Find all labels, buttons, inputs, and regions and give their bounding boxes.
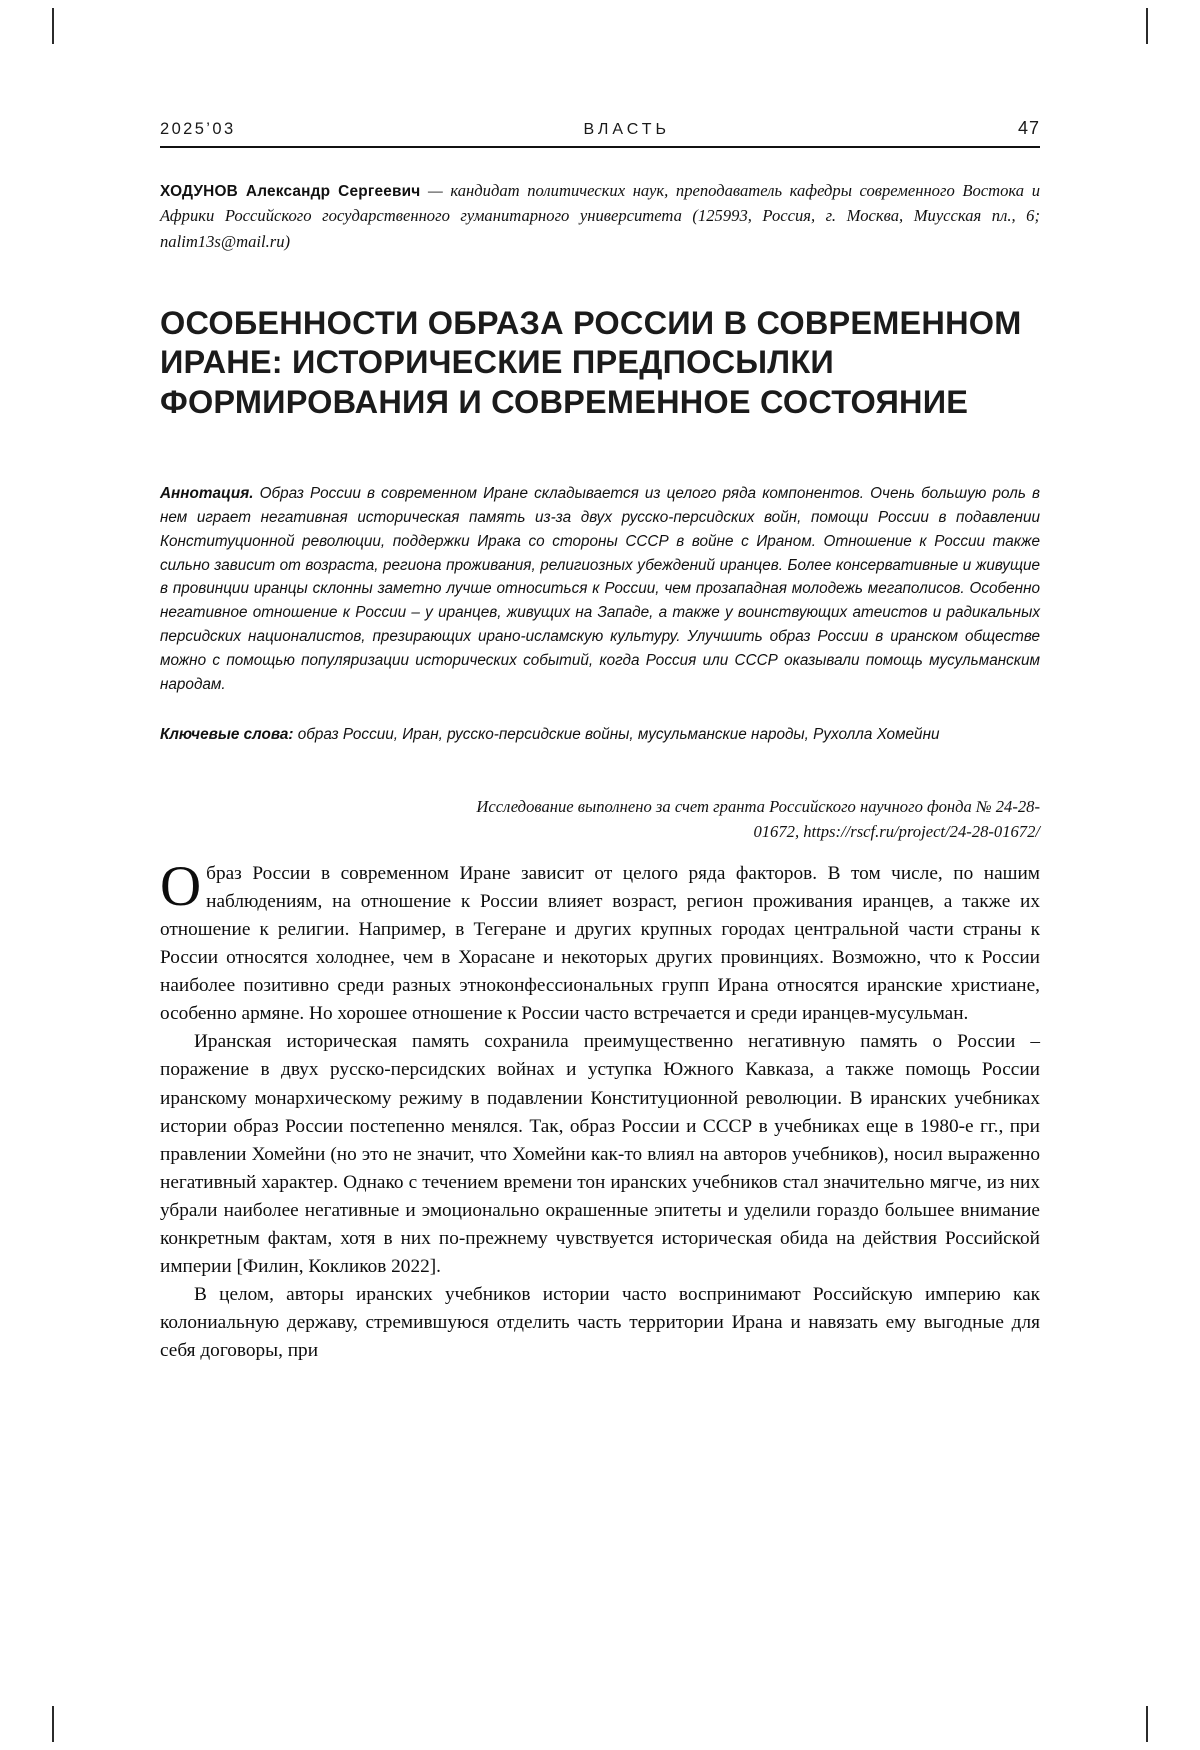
keywords-text: образ России, Иран, русско-персидские войны, мусульманские народы, Рухолла Хомейни	[293, 726, 940, 743]
body-paragraph-1-text: браз России в современном Иране зависит от целого ряда факторов. В том числе, по нашим наблюдениям, на отношение к России влияет возраст, регион проживания иранцев, а также их отношение к религии. Например, в Тегеране и других крупных городах центральной части страны к России относятся холоднее, чем в Хорасане и некоторых других провинциях. Возможно, что к России наиболее позитивно среди разных этноконфессиональных групп Ирана относятся иранские христиане, особенно армяне. Но хорошее отношение к России часто встречается и среди иранцев-мусульман.	[160, 863, 1040, 1025]
keywords-label: Ключевые слова:	[160, 726, 294, 743]
header-divider	[160, 146, 1040, 148]
journal-page	[160, 0, 1040, 1750]
article-body	[160, 855, 1040, 1365]
grant-note: Исследование выполнено за счет гранта Российского научного фонда № 24-28-01672, https://rscf.ru/project/24-28-01672/	[476, 797, 1040, 841]
crop-mark-top-right	[1146, 8, 1148, 44]
author-affiliation: — кандидат политических наук, преподаватель кафедры современного Востока и Африки Российского государственного гуманитарного университета (125993, Россия, г. Москва, Миусская пл., 6; nalim13s@mail.ru)	[160, 181, 1040, 251]
issue-label: 2025’03	[160, 120, 236, 138]
crop-mark-bottom-left	[52, 1706, 54, 1742]
journal-name: ВЛАСТЬ	[583, 121, 671, 138]
author-affiliation-block	[160, 178, 1040, 254]
abstract-block	[160, 482, 1040, 697]
body-paragraph-1	[160, 855, 1040, 1028]
drop-cap: О	[160, 855, 202, 918]
body-paragraph-3: В целом, авторы иранских учебников истории часто воспринимают Российскую империю как колониальную державу, стремившуюся отделить часть территории Ирана и навязать ему выгодные для себя договоры, при	[160, 1283, 1040, 1362]
abstract-label: Аннотация.	[160, 485, 254, 502]
abstract-text: Образ России в современном Иране складывается из целого ряда компонентов. Очень большую роль в нем играет негативная историческая память из-за двух русско-персидских войн, помощи России в подавлении Конституционной революции, поддержки Ирака со стороны СССР в войне с Ираном. Отношение к России также сильно зависит от возраста, региона проживания, религиозных убеждений иранцев. Более консервативные и живущие в провинции иранцы склонны заметно лучше относиться к России, чем прозападная молодежь мегаполисов. Особенно негативное отношение к России – у иранцев, живущих на Западе, а также у воинствующих атеистов и радикальных персидских националистов, презирающих ирано-исламскую культуру. Улучшить образ России в иранском обществе можно с помощью популяризации исторических событий, когда Россия или СССР оказывали помощь мусульманским народам.	[160, 485, 1040, 693]
crop-mark-bottom-right	[1146, 1706, 1148, 1742]
author-name: ХОДУНОВ Александр Сергеевич	[160, 183, 421, 200]
crop-mark-top-left	[52, 8, 54, 44]
running-head	[160, 118, 1040, 139]
article-title: ОСОБЕННОСТИ ОБРАЗА РОССИИ В СОВРЕМЕННОМ ИРАНЕ: ИСТОРИЧЕСКИЕ ПРЕДПОСЫЛКИ ФОРМИРОВАНИЯ И СОВРЕМЕННОЕ СОСТОЯНИЕ	[160, 304, 1022, 421]
keywords-block	[160, 723, 1040, 747]
body-paragraph-2: Иранская историческая память сохранила преимущественно негативную память о России – поражение в двух русско-персидских войнах и уступка Южного Кавказа, а также помощь России иранскому монархическому режиму в подавлении Конституционной революции. В иранских учебниках истории образ России постепенно менялся. Так, образ России и СССР в учебниках еще в 1980-е гг., при правлении Хомейни (но это не значит, что Хомейни как-то влиял на авторов учебников), носил выраженно негативный характер. Однако с течением времени тон иранских учебников стал значительно мягче, из них убрали наиболее негативные и эмоционально окрашенные эпитеты и уделили гораздо большее внимание конкретным фактам, хотя в них по-прежнему чувствуется историческая обида на действия Российской империи [Филин, Кокликов 2022].	[160, 1031, 1040, 1277]
page-number: 47	[1017, 118, 1040, 138]
